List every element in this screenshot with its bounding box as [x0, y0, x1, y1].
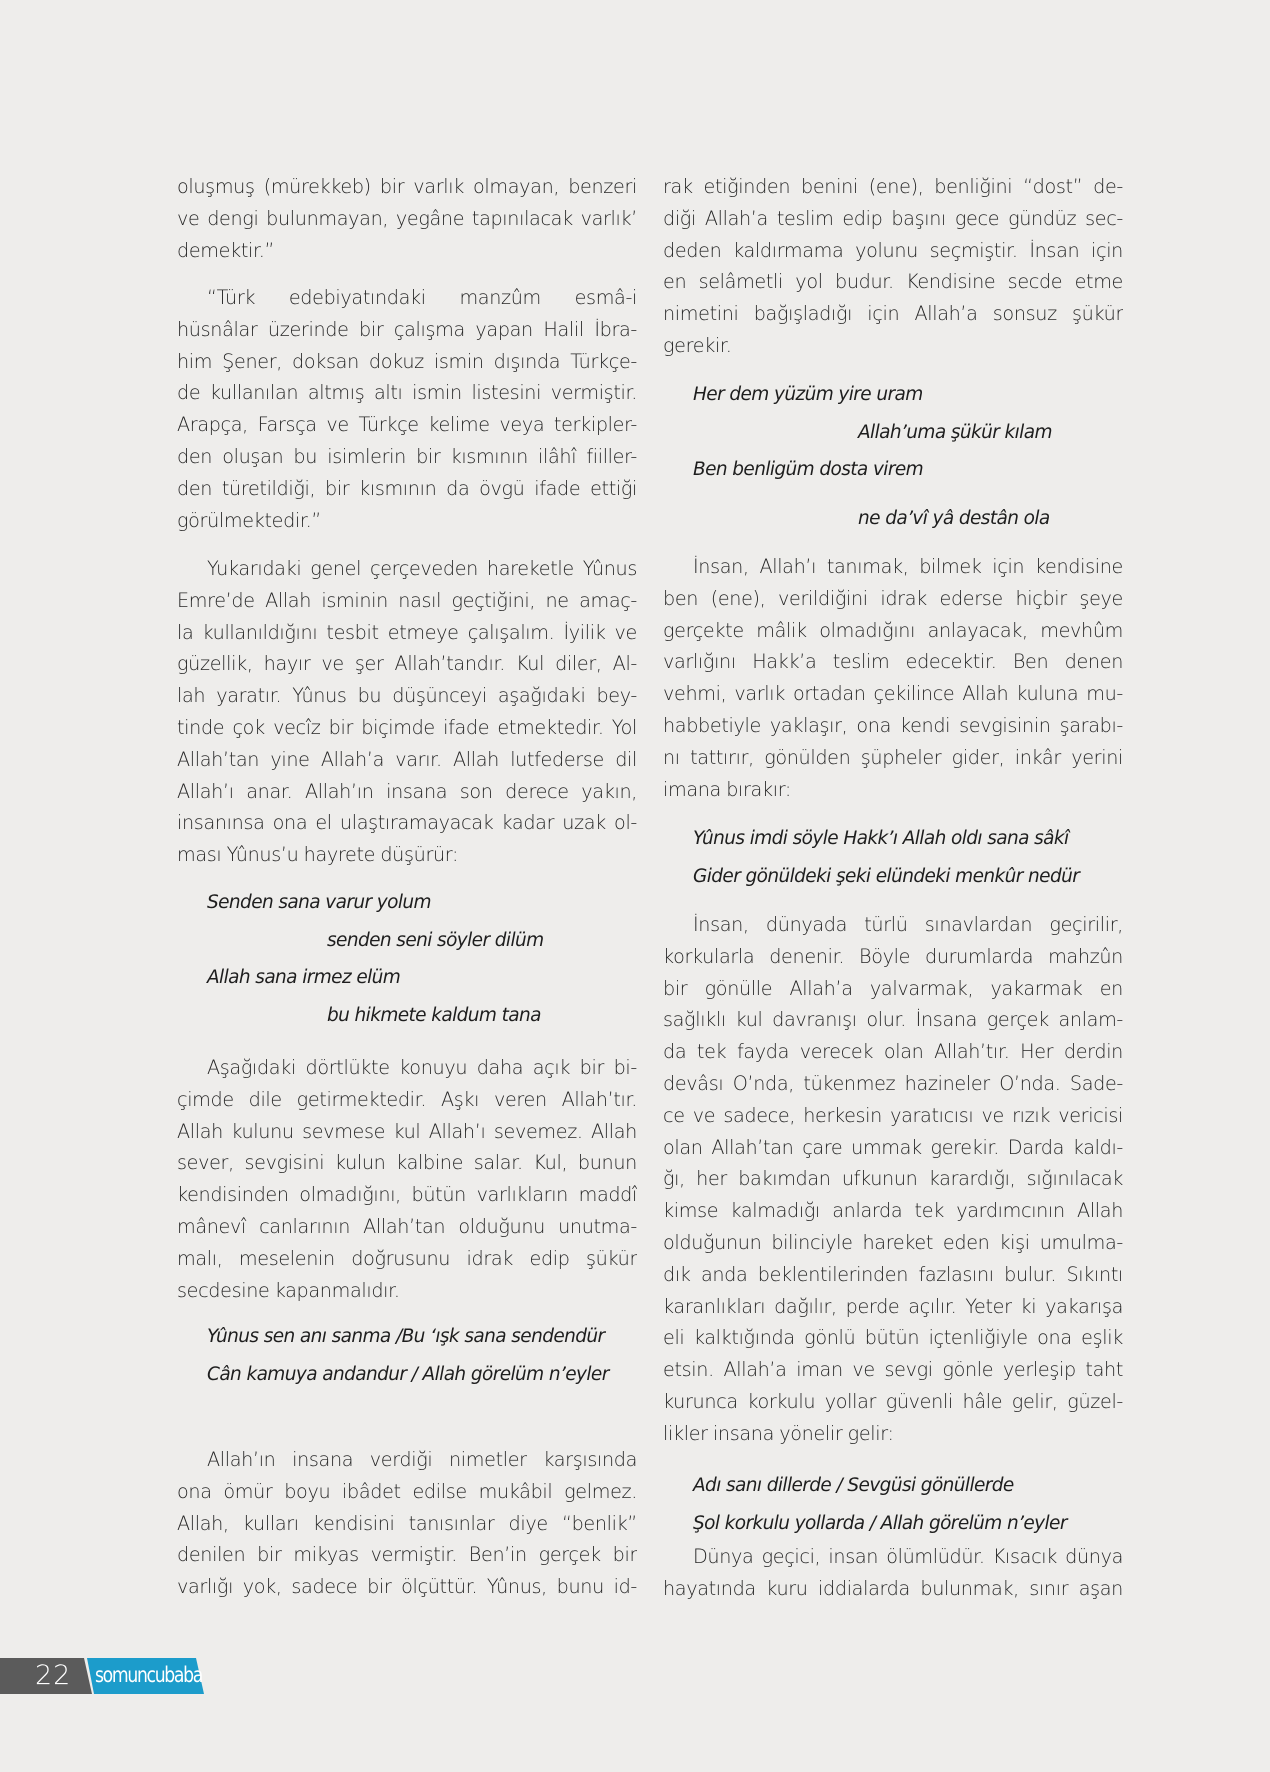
text-line: hüsnâlar üzerinde bir çalışma yapan Halil İbra-	[177, 317, 637, 341]
text-line: lah yaratır. Yûnus bu düşünceyi aşağıdaki bey-	[177, 684, 637, 708]
text-line: likler insana yönelir gelir:	[663, 1421, 894, 1445]
text-line: etsin. Allah’a iman ve sevgi gönle yerleşip taht	[663, 1358, 1123, 1382]
verse-line: Cân kamuya andandur / Allah görelüm n’eyler	[207, 1363, 609, 1385]
poem-verse	[177, 1318, 637, 1393]
text-line: habbetiyle yaklaşır, ona kendi sevgisinin şarabı-	[663, 713, 1123, 737]
text-line: da tek fayda verecek olan Allah’tır. Her derdin	[663, 1040, 1123, 1064]
verse-line: Yûnus sen anı sanma /Bu ‘ışk sana sendendür	[207, 1326, 605, 1347]
paragraph	[663, 909, 1123, 1450]
text-line: Allah’ın insana verdiği nimetler karşısında	[207, 1448, 637, 1471]
text-line: bir gönülle Allah’a yalvarmak, yakarmak en	[663, 976, 1123, 1000]
text-line: “Türk edebiyatındaki manzûm esmâ-i	[207, 286, 637, 309]
text-line: Yukarıdaki genel çerçeveden hareketle Yûnus	[207, 557, 637, 580]
text-line: Allah, kulları kendisini tanısınlar diye “benlik”	[177, 1511, 637, 1535]
text-line: Allah’tan yine Allah’a varır. Allah lutfederse dil	[177, 747, 637, 771]
paragraph	[663, 1541, 1123, 1605]
verse-line: bu hikmete kaldum tana	[327, 1004, 541, 1026]
text-line: korkularla denenir. Böyle durumlarda mahzûn	[663, 944, 1123, 968]
verse-line: Gider gönüldeki şeki elündeki menkûr nedür	[693, 865, 1080, 887]
text-line: him Şener, doksan dokuz ismin dışında Türkçe-	[177, 349, 637, 373]
page-footer	[0, 1658, 210, 1694]
paragraph	[177, 1052, 637, 1306]
text-line: Aşağıdaki dörtlükte konuyu daha açık bir bi-	[207, 1056, 637, 1079]
text-line: nı tattırır, gönülden şüpheler gider, inkâr yerini	[663, 745, 1123, 769]
text-line: demektir.”	[177, 238, 275, 262]
paragraph	[177, 553, 637, 871]
text-line: sağlıklı kul davranışı olur. İnsana gerçek anlam-	[663, 1008, 1123, 1032]
poem-verse	[177, 884, 637, 1034]
text-line: imana bırakır:	[663, 777, 792, 801]
text-line: olan Allah’tan çare ummak gerekir. Darda kaldı-	[663, 1135, 1123, 1159]
text-line: rak etiğinden benini (ene), benliğini “dost” de-	[663, 175, 1123, 198]
text-line: nimetini bağışladığı için Allah’a sonsuz şükür	[663, 302, 1123, 326]
text-line: gerçekte mâlik olmadığını anlayacak, mevhûm	[663, 618, 1123, 642]
verse-line: ne da’vî yâ destân ola	[858, 507, 1050, 529]
text-line: Allah’ı anar. Allah’ın insana son derece yakın,	[177, 779, 637, 803]
text-line: oluşmuş (mürekkeb) bir varlık olmayan, benzeri	[177, 175, 637, 198]
text-line: kimse kalmadığı anlarda tek yardımcının Allah	[663, 1199, 1123, 1223]
verse-line: Yûnus imdi söyle Hakk’ı Allah oldı sana sâkî	[693, 828, 1069, 849]
text-line: İnsan, dünyada türlü sınavlardan geçirilir,	[693, 913, 1123, 936]
text-line: dık anda beklentilerinden fazlasını bulur. Sıkıntı	[663, 1262, 1123, 1286]
text-line: ben (ene), verildiğini idrak ederse hiçbir şeye	[663, 586, 1123, 610]
text-line: eli kalktığında gönlü bütün içtenliğiyle ona eşlik	[663, 1326, 1123, 1350]
text-line: ğı, her bakımdan ufkunun karardığı, sığınılacak	[663, 1167, 1123, 1191]
text-line: Dünya geçici, insan ölümlüdür. Kısacık dünya	[693, 1545, 1123, 1568]
text-line: güzellik, hayır ve şer Allah’tandır. Kul diler, Al-	[177, 652, 637, 676]
text-line: varlığı yok, sadece bir ölçüttür. Yûnus, bunu id-	[177, 1575, 637, 1599]
paragraph	[663, 171, 1123, 362]
text-line: diği Allah’a teslim edip başını gece gündüz sec-	[663, 206, 1123, 230]
poem-verse	[663, 1467, 1123, 1542]
text-line: ona ömür boyu ibâdet edilse mukâbil gelmez.	[177, 1479, 637, 1503]
text-line: en selâmetli yol budur. Kendisine secde etme	[663, 270, 1123, 294]
text-line: Emre’de Allah isminin nasıl geçtiğini, ne amaç-	[177, 588, 637, 612]
text-line: ması Yûnus’u hayrete düşürür:	[177, 843, 459, 867]
poem-verse	[663, 376, 1123, 537]
paragraph	[663, 551, 1123, 805]
text-line: gerekir.	[663, 333, 732, 357]
text-line: kurunca korkulu yollar güvenli hâle gelir, güzel-	[663, 1389, 1123, 1413]
verse-line: Her dem yüzüm yire uram	[693, 384, 923, 405]
text-line: devâsı O’nda, tükenmez hazineler O’nda. Sade-	[663, 1071, 1123, 1095]
text-line: de kullanılan altmış altı ismin listesini vermiştir.	[177, 381, 637, 405]
text-line: sever, sevgisini kulun kalbine salar. Kul, bunun	[177, 1151, 637, 1175]
text-line: kendisinden olmadığını, bütün varlıkların maddî	[177, 1183, 637, 1207]
text-line: malı, meselenin doğrusunu idrak edip şükür	[177, 1246, 637, 1270]
text-line: ve dengi bulunmayan, yegâne tapınılacak varlık’	[177, 206, 637, 230]
paragraph	[177, 171, 637, 266]
text-line: den türetildiği, bir kısmının da övgü ifade ettiği	[177, 476, 637, 500]
text-line: İnsan, Allah’ı tanımak, bilmek için kendisine	[693, 555, 1123, 578]
text-line: çimde dile getirmektedir. Aşkı veren Allah’tır.	[177, 1087, 637, 1111]
text-line: secdesine kapanmalıdır.	[177, 1278, 400, 1302]
verse-line: Şol korkulu yollarda / Allah görelüm n’eyler	[693, 1512, 1067, 1534]
text-line: olduğunun bilinciyle hareket eden kişi umulma-	[663, 1230, 1123, 1254]
text-line: görülmektedir.”	[177, 508, 321, 532]
magazine-name: somuncubaba	[95, 1663, 203, 1687]
verse-line: senden seni söyler dilüm	[327, 929, 544, 951]
text-line: karanlıkları dağılır, perde açılır. Yeter ki yakarışa	[663, 1294, 1123, 1318]
verse-line: Ben benligüm dosta virem	[693, 459, 924, 480]
poem-verse	[663, 820, 1123, 895]
text-line: Arapça, Farsça ve Türkçe kelime veya terkipler-	[177, 413, 637, 437]
page-number: 22	[35, 1660, 72, 1691]
verse-line: Adı sanı dillerde / Sevgüsi gönüllerde	[693, 1475, 1014, 1496]
text-line: vehmi, varlık ortadan çekilince Allah kuluna mu-	[663, 682, 1123, 706]
verse-line: Allah sana irmez elüm	[207, 967, 401, 988]
text-line: hayatında kuru iddialarda bulunmak, sınır aşan	[663, 1576, 1123, 1600]
text-line: mânevî canlarının Allah’tan olduğunu unutma-	[177, 1214, 637, 1238]
text-line: Allah kulunu sevmese kul Allah’ı sevemez. Allah	[177, 1119, 637, 1143]
text-line: ce ve sadece, herkesin yaratıcısı ve rızık vericisi	[663, 1103, 1123, 1127]
text-line: denilen bir mikyas vermiştir. Ben’in gerçek bir	[177, 1543, 637, 1567]
text-line: varlığını Hakk’a teslim edecektir. Ben denen	[663, 650, 1123, 674]
paragraph	[177, 282, 637, 536]
text-line: tinde çok vecîz bir biçimde ifade etmektedir. Yol	[177, 715, 637, 739]
text-line: deden kaldırmama yolunu seçmiştir. İnsan için	[663, 238, 1123, 262]
verse-line: Senden sana varur yolum	[207, 892, 431, 913]
verse-line: Allah’uma şükür kılam	[858, 421, 1052, 443]
text-line: insanınsa ona el ulaştıramayacak kadar uzak ol-	[177, 811, 637, 835]
paragraph	[177, 1444, 637, 1603]
text-line: la kullanıldığını tesbit etmeye çalışalım. İyilik ve	[177, 620, 637, 644]
text-line: den oluşan bu isimlerin bir kısmının ilâhî fiiller-	[177, 444, 637, 468]
